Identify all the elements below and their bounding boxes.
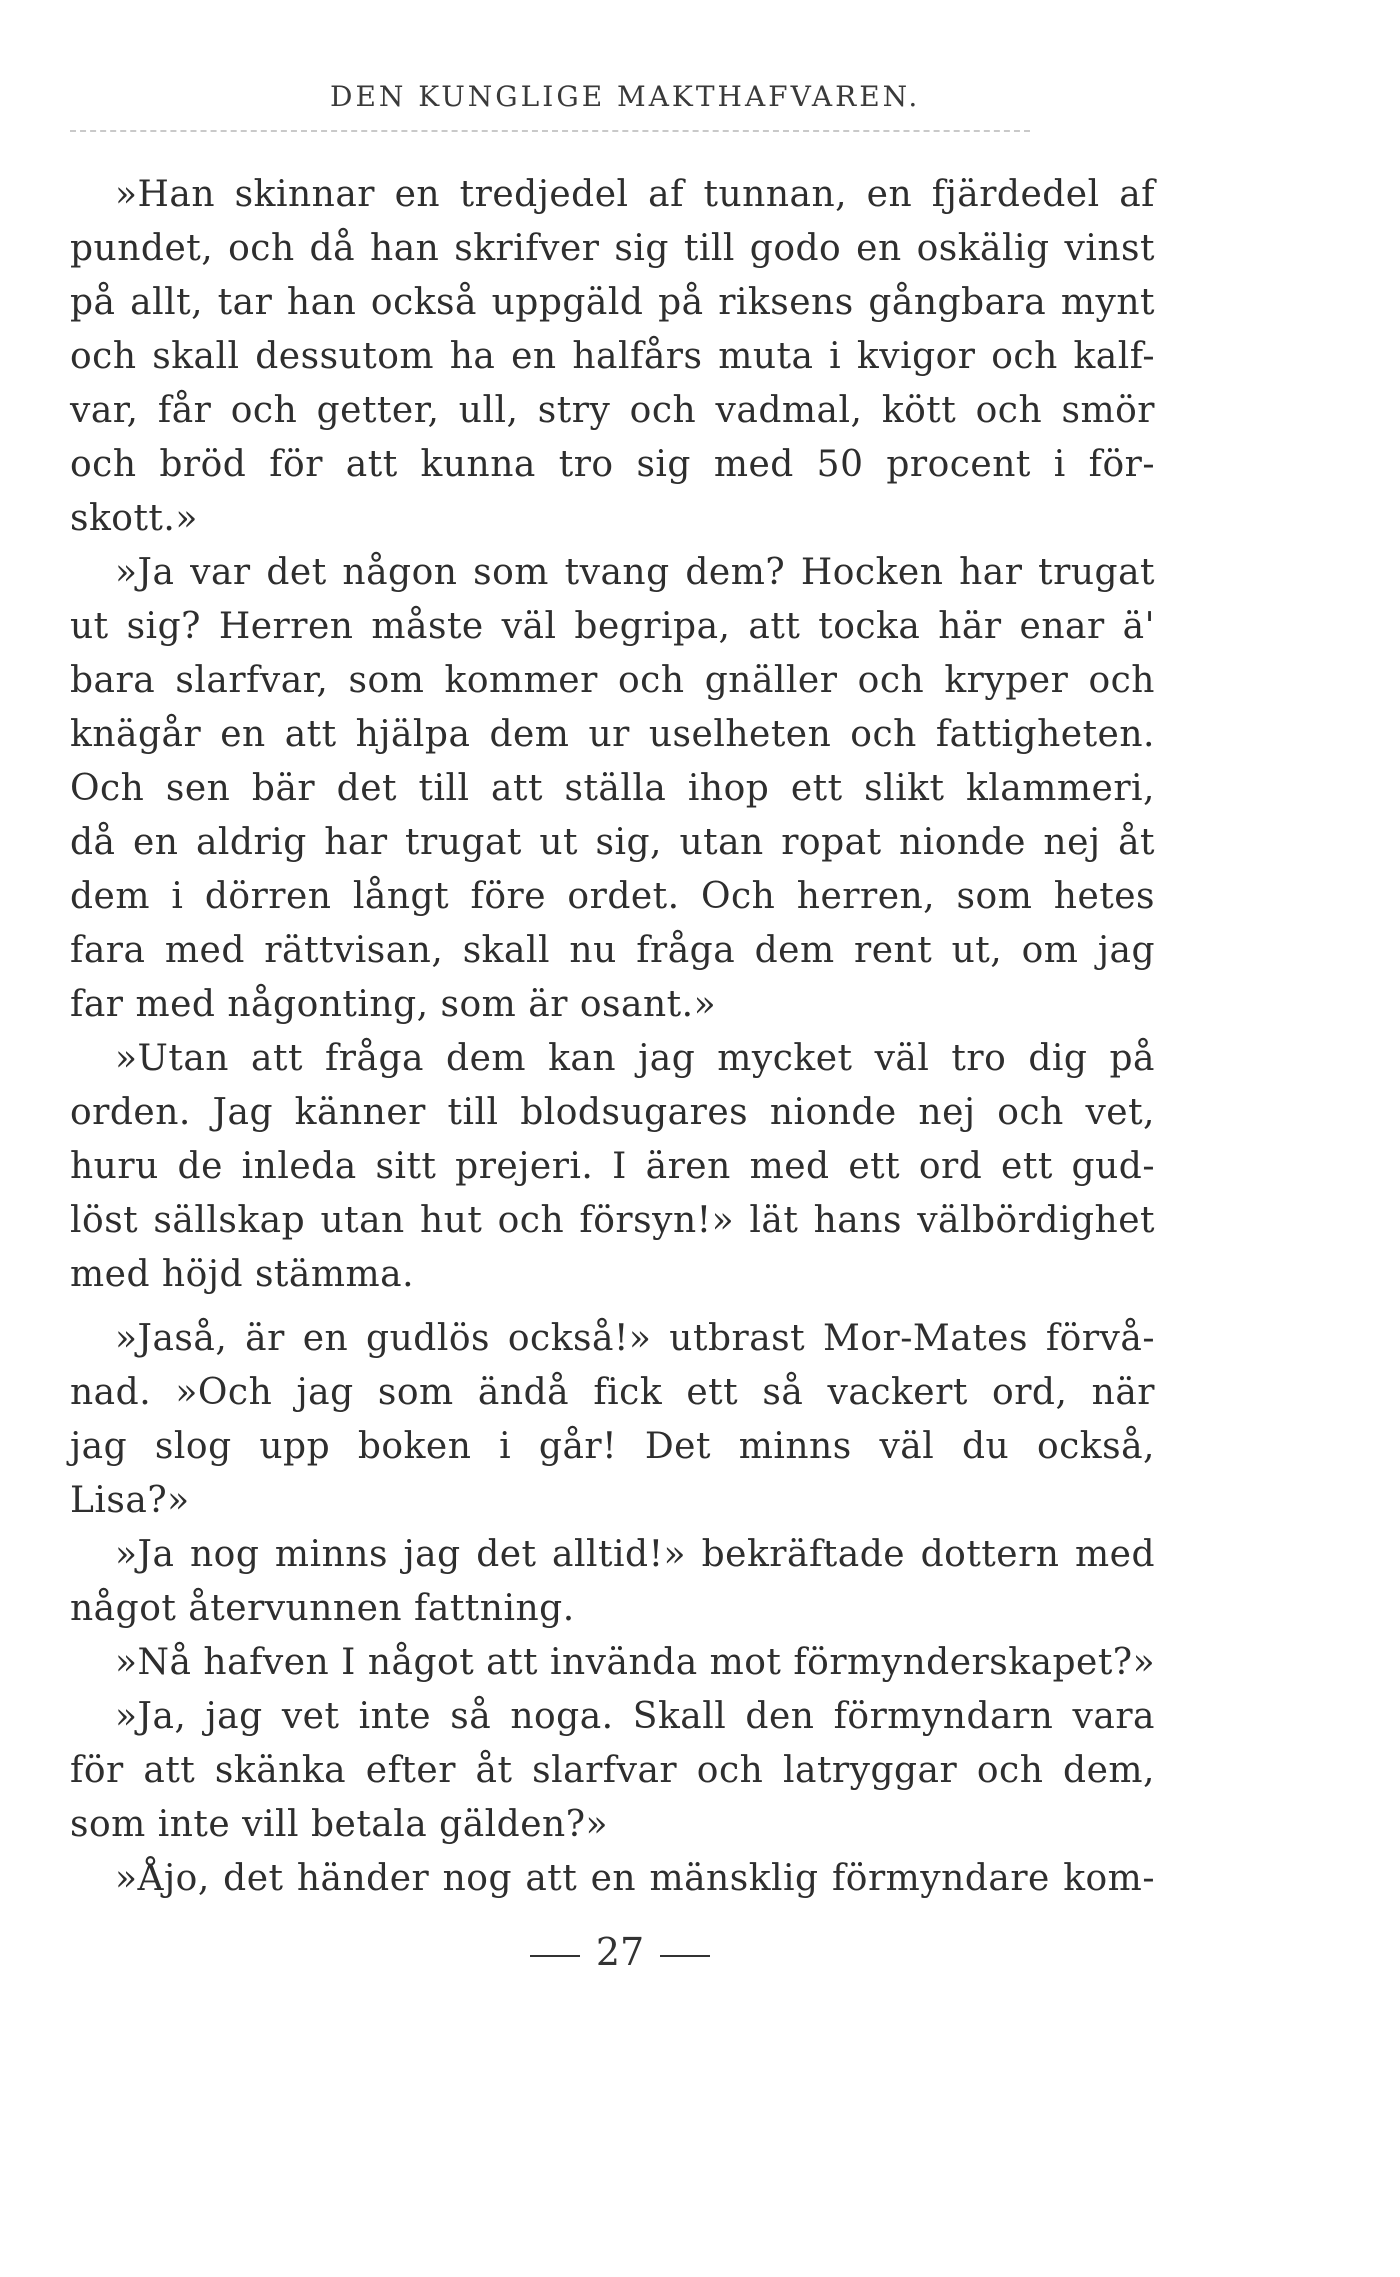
folio-dash-left <box>530 1955 580 1957</box>
text-line: »Jaså, är en gudlös också!» utbrast Mor-Mates förvå- <box>115 1318 1155 1359</box>
text-line: »Utan att fråga dem kan jag mycket väl tro dig på <box>115 1038 1155 1079</box>
text-line: något återvunnen fattning. <box>70 1588 575 1629</box>
text-line: huru de inleda sitt prejeri. I ären med ett ord ett gud- <box>70 1146 1155 1187</box>
text-line: ut sig? Herren måste väl begripa, att tocka här enar ä' <box>70 606 1155 647</box>
text-line: som inte vill betala gälden?» <box>70 1804 609 1845</box>
text-line: »Nå hafven I något att invända mot förmynderskapet?» <box>115 1642 1156 1683</box>
text-line: »Ja var det någon som tvang dem? Hocken har trugat <box>115 552 1155 593</box>
folio-dash-right <box>660 1955 710 1957</box>
text-line: »Åjo, det händer nog att en mänsklig förmyndare kom- <box>115 1858 1155 1899</box>
text-line: »Han skinnar en tredjedel af tunnan, en fjärdedel af <box>115 174 1155 215</box>
text-line: »Ja, jag vet inte så noga. Skall den förmyndarn vara <box>115 1696 1155 1737</box>
text-line: var, får och getter, ull, stry och vadmal, kött och smör <box>70 390 1155 431</box>
text-line: och skall dessutom ha en halfårs muta i kvigor och kalf- <box>70 336 1155 377</box>
text-line: knägår en att hjälpa dem ur uselheten och fattigheten. <box>70 714 1155 755</box>
page-number: 27 <box>595 1930 645 1974</box>
text-line: Och sen bär det till att ställa ihop ett slikt klammeri, <box>70 768 1155 809</box>
text-line: fara med rättvisan, skall nu fråga dem rent ut, om jag <box>70 930 1155 971</box>
text-line: jag slog upp boken i går! Det minns väl du också, <box>70 1426 1155 1467</box>
page-number-footer <box>0 1930 1240 1974</box>
text-line: då en aldrig har trugat ut sig, utan ropat nionde nej åt <box>70 822 1155 863</box>
text-line: pundet, och då han skrifver sig till godo en oskälig vinst <box>70 228 1155 269</box>
text-line: Lisa?» <box>70 1480 190 1521</box>
text-line: orden. Jag känner till blodsugares nionde nej och vet, <box>70 1092 1155 1133</box>
header-rule <box>70 130 1030 132</box>
text-line: dem i dörren långt före ordet. Och herren, som hetes <box>70 876 1155 917</box>
text-line: löst sällskap utan hut och försyn!» lät hans välbördighet <box>70 1200 1155 1241</box>
text-line: för att skänka efter åt slarfvar och latryggar och dem, <box>70 1750 1155 1791</box>
text-line: nad. »Och jag som ändå fick ett så vackert ord, när <box>70 1372 1155 1413</box>
text-line: på allt, tar han också uppgäld på riksens gångbara mynt <box>70 282 1155 323</box>
running-head: DEN KUNGLIGE MAKTHAFVAREN. <box>330 80 921 113</box>
text-line: »Ja nog minns jag det alltid!» bekräftade dottern med <box>115 1534 1155 1575</box>
text-line: far med någonting, som är osant.» <box>70 984 717 1025</box>
text-line: skott.» <box>70 498 198 539</box>
text-line: med höjd stämma. <box>70 1254 415 1295</box>
text-line: bara slarfvar, som kommer och gnäller och kryper och <box>70 660 1155 701</box>
text-line: och bröd för att kunna tro sig med 50 procent i för- <box>70 444 1155 485</box>
